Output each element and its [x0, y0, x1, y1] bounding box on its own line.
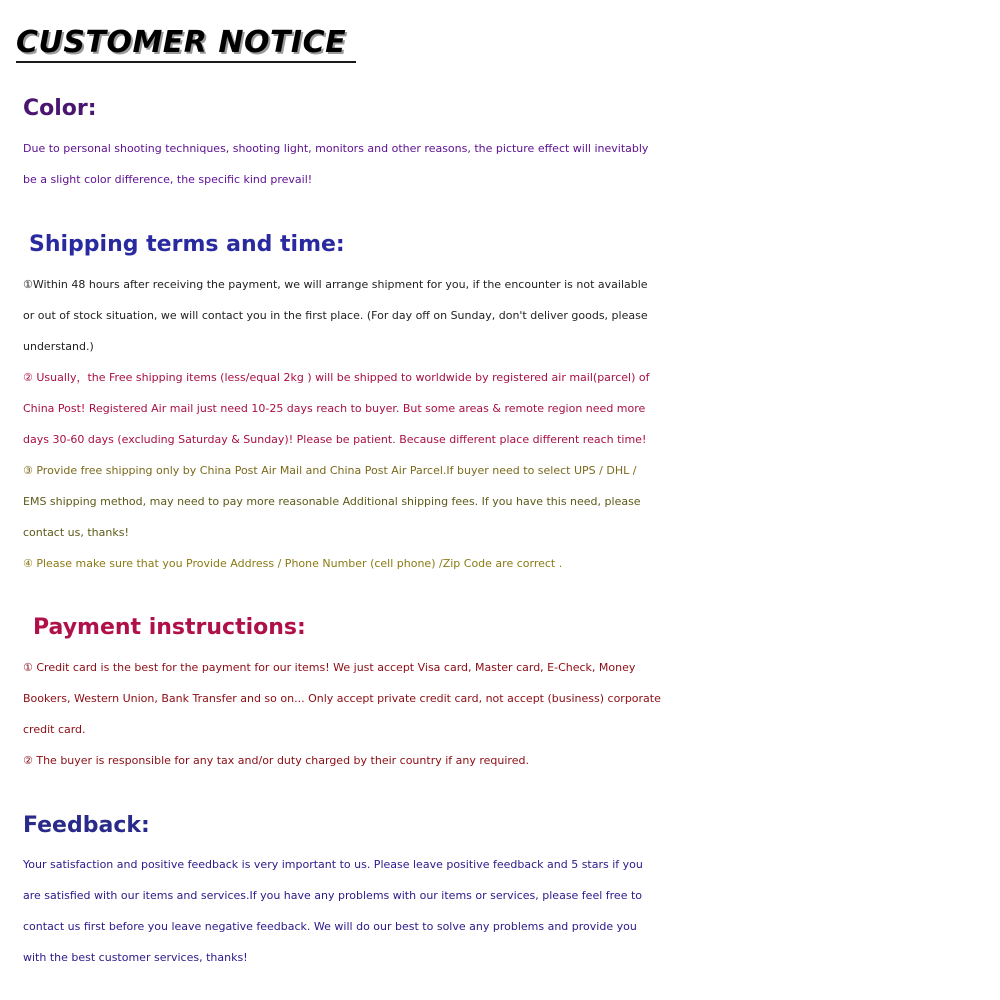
- feedback-heading: Feedback:: [23, 813, 150, 838]
- page-title: CUSTOMER NOTICE: [16, 25, 347, 60]
- feedback-line-4: with the best customer services, thanks!: [23, 951, 248, 964]
- color-line-1: Due to personal shooting techniques, shooting light, monitors and other reasons, the picture effect will inevitably: [23, 142, 649, 155]
- shipping-line-3: understand.): [23, 340, 94, 353]
- color-heading: Color:: [23, 96, 97, 121]
- shipping-line-10: ④ Please make sure that you Provide Address / Phone Number (cell phone) /Zip Code are correct .: [23, 557, 563, 570]
- shipping-line-2: or out of stock situation, we will contact you in the first place. (For day off on Sunday, don't deliver goods, please: [23, 309, 648, 322]
- payment-line-3: credit card.: [23, 723, 86, 736]
- shipping-line-8: EMS shipping method, may need to pay more reasonable Additional shipping fees. If you have this need, please: [23, 495, 641, 508]
- payment-line-2: Bookers, Western Union, Bank Transfer and so on... Only accept private credit card, not accept (business) corporate: [23, 692, 661, 705]
- shipping-line-1: ①Within 48 hours after receiving the payment, we will arrange shipment for you, if the encounter is not available: [23, 278, 648, 291]
- payment-line-4: ② The buyer is responsible for any tax and/or duty charged by their country if any required.: [23, 754, 529, 767]
- color-line-2: be a slight color difference, the specific kind prevail!: [23, 173, 313, 186]
- shipping-line-9: contact us, thanks!: [23, 526, 129, 539]
- payment-line-1: ① Credit card is the best for the payment for our items! We just accept Visa card, Master card, E-Check, Money: [23, 661, 636, 674]
- payment-heading: Payment instructions:: [33, 615, 306, 640]
- color-body: [23, 133, 988, 195]
- shipping-line-7: ③ Provide free shipping only by China Post Air Mail and China Post Air Parcel.If buyer need to select UPS / DHL /: [23, 464, 637, 477]
- payment-body: [23, 652, 988, 776]
- shipping-body: [23, 269, 988, 579]
- feedback-body: [23, 849, 988, 973]
- shipping-line-4: ② Usually，the Free shipping items (less/equal 2kg ) will be shipped to worldwide by registered air mail(parcel) of: [23, 371, 650, 384]
- shipping-heading: Shipping terms and time:: [29, 232, 345, 257]
- shipping-line-5: China Post! Registered Air mail just need 10-25 days reach to buyer. But some areas & remote region need more: [23, 402, 646, 415]
- feedback-line-2: are satisfied with our items and services.If you have any problems with our items or services, please feel free to: [23, 889, 642, 902]
- shipping-line-6: days 30-60 days (excluding Saturday & Sunday)! Please be patient. Because different place different reach time!: [23, 433, 647, 446]
- feedback-line-1: Your satisfaction and positive feedback is very important to us. Please leave positive feedback and 5 stars if you: [23, 858, 643, 871]
- title-underline: [16, 61, 356, 63]
- feedback-line-3: contact us first before you leave negative feedback. We will do our best to solve any problems and provide you: [23, 920, 637, 933]
